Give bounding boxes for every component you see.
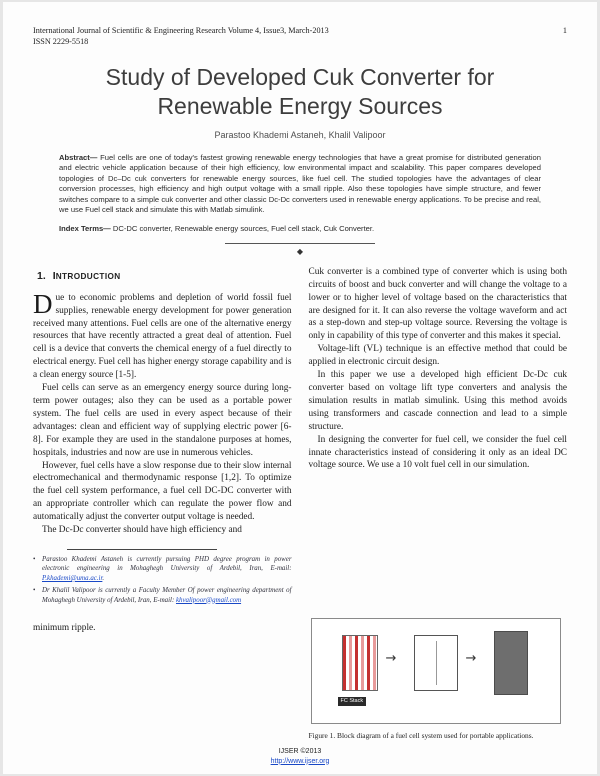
issn-line: ISSN 2229-5518 (33, 36, 89, 46)
index-terms-label: Index Terms— (59, 224, 111, 234)
intro-paragraph (33, 288, 292, 382)
body-paragraph: Cuk converter is a combined type of converter which is using both circuits of boost and buck converter and will change the voltage to a lower or to higher level of voltage based on the characteristics that are designed for it. It can also reverse the voltage waveform and act as a step-down and step-up voltage source. Reversing the voltage is only in capability of this type of converter and this makes it special. (308, 266, 567, 342)
load-block (494, 631, 528, 695)
two-column-body (33, 266, 567, 741)
body-paragraph: Voltage-lift (VL) technique is an effective method that could be applied in electronic circuit design. (308, 344, 567, 368)
abstract-block (59, 153, 541, 215)
footnote-body: Parastoo Khademi Astaneh is currently pursuing PHD degree program in power electronic engineering in Mohaghegh University of Ardebil, Iran, E-mail: (42, 555, 292, 573)
footnote-author-2 (33, 586, 292, 605)
authors-line: Parastoo Khademi Astaneh, Khalil Valipoor (214, 130, 386, 140)
footer-copyright: IJSER ©2013 (278, 748, 322, 755)
footnote-body: Dr Khalil Valipoor is currently a Faculty Member Of power engineering department of Mohaghegh University of Ardebil, Iran, E-mail: (42, 587, 292, 604)
paper-title-line-2: Renewable Energy Sources (157, 93, 443, 119)
abstract-label: Abstract— (59, 153, 98, 162)
converter-block (414, 635, 458, 691)
paper-page (3, 2, 597, 774)
footnote-text (42, 586, 292, 605)
converter-block-divider (436, 641, 437, 685)
footnote-suffix: . (102, 574, 105, 582)
footnote-author-1 (33, 555, 292, 583)
section-number: 1. (37, 269, 46, 282)
section-title-first-letter: I (52, 269, 56, 282)
footer-url-link[interactable]: http://www.ijser.org (270, 757, 330, 765)
abstract-text: Fuel cells are one of today's fastest growing renewable energy technologies that have a great promise for distributed generation and electric vehicle application because of their high efficiency, low environmental impact and scalability. This paper compares developed topologies of Dc–Dc cuk converters for renewable energy sources, like fuel cell. The studied topologies have the advantages of clear conversion processes, high efficiency and high output voltage with a small ripple. Also these topologies have simple structure, and fewer switches compare to a simple cuk converter and other classic Dc-Dc converters used in renewable energy applications. To be precise and real, we use Fuel cell stack and simulate this with Matlab simulink. (59, 153, 541, 215)
figure-1 (309, 608, 568, 741)
body-paragraph: Fuel cells can serve as an emergency energy source during long-term power outages; also they can be used as a portable power system. The fuel cells are used in every aspect because of their advantages: clean and efficient way of supplying electric power [6-8]. For example they are used in the standalone purposes at homes, hospitals, industries and now are use in numerous vehicles. (33, 383, 292, 458)
index-terms-text: DC-DC converter, Renewable energy sources, Fuel cell stack, Cuk Converter. (110, 224, 375, 234)
arrow-right-icon: → (385, 651, 397, 666)
section-title-rest: NTRODUCTION (55, 271, 121, 281)
body-paragraph: In this paper we use a developed high efficient Dc-Dc cuk converter based on voltage lift type converters and analysis the simulation results in matlab simulink. Using this method avoids using transformers and cascade connection and lead to a simple structure. (308, 370, 567, 432)
body-paragraph: The Dc-Dc converter should have high efficiency and (42, 525, 242, 536)
divider-line (225, 243, 375, 244)
fuel-cell-stack-label: FC Stack (338, 697, 367, 706)
footnote-rule (67, 549, 217, 550)
intro-paragraph-text: ue to economic problems and depletion of world fossil fuel supplies, renewable energy development for power generation received many attentions. Fuel cells are one of the alternative energy resources that have recently attracted a great deal of attention. Fuel cell is a device that converts the chemical energy of a fuel directly to electrical energy. Fuel cell has higher energy storage capability and is a clean energy source [1-5]. (33, 292, 292, 381)
section-heading-introduction (37, 270, 292, 284)
left-column (33, 266, 292, 741)
page-header (33, 26, 567, 47)
arrow-right-icon: → (465, 651, 477, 666)
dropcap-letter: D (33, 288, 53, 319)
author-footnotes (33, 555, 292, 608)
paper-title-line-1: Study of Developed Cuk Converter for (105, 64, 495, 90)
footnote-text (42, 555, 292, 583)
body-paragraph: In designing the converter for fuel cell, we consider the fuel cell innate characteristics instead of considering it only as an ideal DC voltage source. We use a 10 volt fuel cell in our simulation. (308, 434, 567, 471)
right-column (309, 266, 568, 741)
figure-1-caption: Figure 1. Block diagram of a fuel cell system used for portable applications. (308, 731, 534, 740)
body-paragraph: However, fuel cells have a slow response due to their slow internal electromechanical and thermodynamic response [1,2]. To optimize the fuel cell system performance, a fuel cell DC-DC converter with an appropriate controller which can regulate the power flow and automatically adjust the converter output voltage is needed. (33, 460, 292, 523)
bullet-icon: • (33, 587, 36, 595)
bullet-icon: • (33, 555, 36, 563)
journal-line: International Journal of Scientific & Engineering Research Volume 4, Issue3, March-2013 (33, 26, 329, 35)
email-link-author-1[interactable]: P.khademi@uma.ac.ir (42, 574, 103, 582)
section-divider (33, 243, 567, 256)
page-number: 1 (562, 26, 567, 35)
fuel-cell-stack-block (342, 635, 378, 691)
figure-1-diagram (311, 618, 561, 724)
journal-info (33, 26, 329, 47)
email-link-author-2[interactable]: khvalipoor@gmail.com (175, 596, 242, 604)
index-terms-block (59, 224, 541, 234)
continuation-text: minimum ripple. (33, 623, 96, 633)
page-footer (33, 747, 567, 766)
paper-title (33, 63, 567, 121)
diamond-icon: ◆ (296, 246, 304, 256)
